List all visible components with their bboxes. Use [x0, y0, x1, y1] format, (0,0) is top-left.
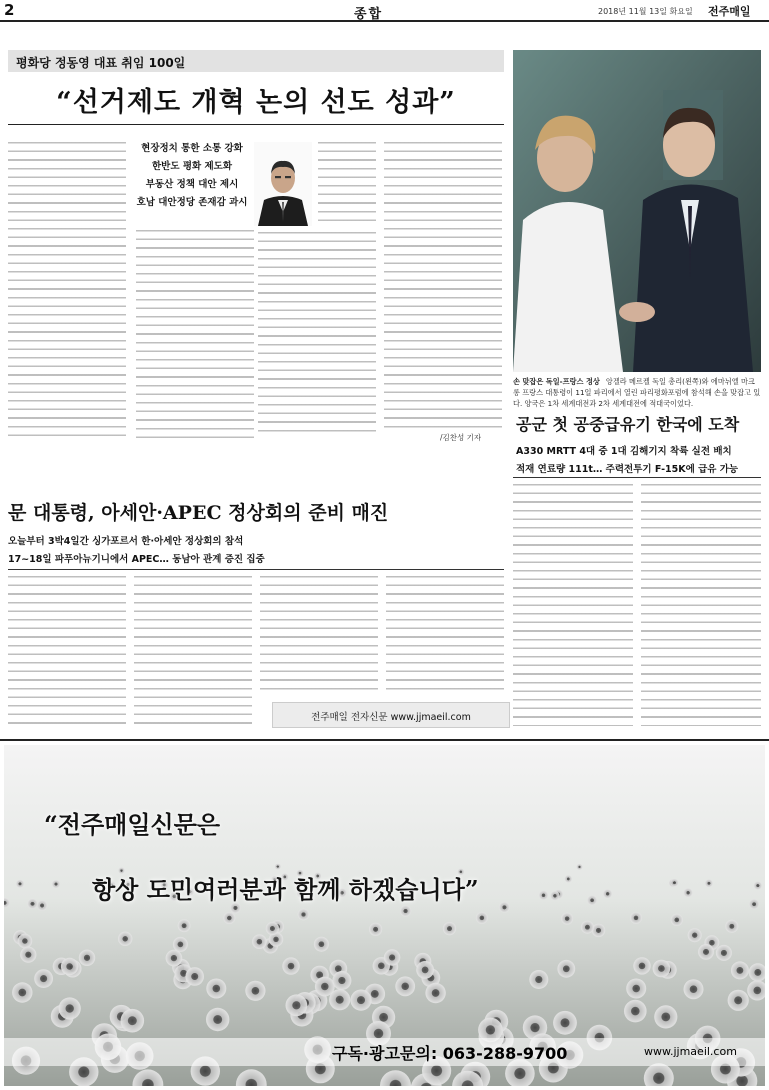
sunflower — [369, 923, 382, 936]
sunflower — [332, 971, 351, 990]
e-newspaper-label: 전주매일 전자신문 www.jjmaeil.com — [311, 712, 471, 723]
issue-date: 2018년 11월 13일 화요일 — [598, 7, 693, 16]
article-subhead: 오늘부터 3박4일간 싱가포르서 한·아세안 정상회의 참석 — [8, 536, 244, 547]
sunflower — [654, 1005, 677, 1028]
article-body-column — [8, 142, 126, 438]
sunflower — [553, 1011, 577, 1035]
sunflower — [185, 967, 204, 986]
sunflower — [18, 934, 33, 949]
sunflower — [728, 990, 749, 1011]
sunflower — [688, 928, 702, 942]
ad-contact: 구독·광고문의: 063-288-9700 — [332, 1044, 568, 1063]
advertisement — [4, 745, 765, 1086]
sunflower — [684, 888, 693, 897]
sunflower — [576, 864, 582, 870]
sunflower — [314, 937, 329, 952]
sunflower — [550, 891, 559, 900]
sunflower — [705, 879, 713, 887]
article-subhead: 17~18일 파푸아뉴기니에서 APEC… 동남아 관계 증진 집중 — [8, 554, 265, 565]
sunflower — [266, 922, 279, 935]
sunflower — [27, 899, 37, 909]
sunflower — [395, 976, 415, 996]
sunflower — [476, 912, 488, 924]
sunflower — [557, 960, 575, 978]
sunflower — [37, 900, 48, 911]
article-kicker-bar — [8, 50, 504, 72]
newspaper-name: 전주매일 — [708, 5, 751, 18]
sunflower — [166, 950, 183, 967]
sunflower — [173, 937, 188, 952]
page-header — [0, 0, 769, 22]
ad-slogan-line2: 항상 도민여러분과 함께 하겠습니다” — [92, 875, 479, 904]
sunflower — [603, 889, 612, 898]
article-body-column — [386, 576, 504, 694]
article-body-column — [8, 576, 126, 726]
sunflower — [79, 950, 95, 966]
sunflower — [121, 1009, 145, 1033]
article-body-column — [641, 484, 761, 726]
portrait-photo — [254, 142, 312, 226]
sunflower — [52, 880, 60, 888]
sunflower — [443, 922, 456, 935]
sunflower — [565, 875, 573, 883]
sunflower — [587, 895, 597, 905]
divider-line — [513, 477, 761, 478]
sunflower — [624, 1000, 647, 1023]
sunflower — [286, 994, 308, 1016]
e-newspaper-banner[interactable] — [272, 702, 510, 728]
subhead-line: 부동산 정책 대안 제시 — [145, 179, 239, 190]
sunflower — [425, 983, 445, 1003]
photo-caption — [513, 376, 761, 409]
sunflower — [223, 912, 235, 924]
sunflower — [34, 969, 53, 988]
sunflower — [206, 1008, 229, 1031]
divider-line — [8, 569, 504, 570]
sunflower — [16, 880, 24, 888]
sunflower — [282, 957, 299, 974]
sunflower — [20, 947, 36, 963]
article-subhead: A330 MRTT 4대 중 1대 김해기지 착륙 실전 배치 — [516, 446, 732, 457]
subhead-line: 현장정치 통한 소통 강화 — [141, 143, 243, 154]
sunflower — [754, 881, 762, 889]
sunflower — [315, 977, 335, 997]
photo-caption-text: 앙겔라 메르켈 독일 총리(왼쪽)와 에마뉘엘 마크롱 프랑스 대통령이 11일 파리에서 열린 파리평화포럼에 참석해 손을 맞잡고 있다. 양국은 1차 세계대전과 2차 세계대전에 적대국이었다. — [513, 377, 761, 408]
sunflower — [716, 945, 732, 961]
article-body-column — [136, 230, 254, 438]
news-photo — [513, 50, 761, 372]
sunflower — [731, 961, 749, 979]
article-subhead: 적재 연료량 111t… 주력전투기 F-15K에 급유 가능 — [516, 464, 739, 475]
article-kicker: 평화당 정동영 대표 취임 100일 — [16, 56, 186, 70]
sunflower — [684, 979, 704, 999]
article-body-column — [513, 484, 633, 726]
sunflower — [671, 914, 683, 926]
sunflower — [416, 961, 434, 979]
sunflower — [12, 982, 32, 1002]
section-title: 종합 — [354, 7, 384, 22]
sunflower — [539, 891, 548, 900]
article-body-column — [260, 576, 378, 694]
sunflower — [61, 958, 78, 975]
sunflower — [529, 970, 548, 989]
sunflower — [350, 990, 371, 1011]
subhead-line: 호남 대안정당 존재감 과시 — [136, 197, 248, 208]
article-headline: “선거제도 개혁 논의 선도 성과” — [56, 87, 456, 118]
divider-line — [8, 124, 504, 125]
ad-divider — [0, 739, 769, 741]
ad-slogan-line1: “전주매일신문은 — [44, 810, 221, 839]
sunflower — [633, 957, 650, 974]
subhead-line: 한반도 평화 제도화 — [151, 161, 233, 172]
sunflower — [178, 919, 191, 932]
sunflower — [59, 997, 81, 1019]
sunflower — [275, 864, 281, 870]
sunflower — [698, 944, 714, 960]
article-body-column — [318, 142, 376, 224]
page-number: 2 — [4, 1, 15, 19]
sunflower — [749, 899, 759, 909]
sunflower — [725, 920, 738, 933]
sunflower — [499, 902, 510, 913]
sunflower — [384, 949, 400, 965]
photo-caption-title: 손 맞잡은 독일-프랑스 정상 — [513, 377, 600, 386]
sunflower — [118, 932, 132, 946]
sunflower — [400, 905, 411, 916]
sunflower — [626, 979, 646, 999]
article-body-column — [134, 576, 252, 726]
sunflower — [630, 912, 642, 924]
sunflower — [245, 981, 265, 1001]
sunflower — [592, 924, 605, 937]
sunflower — [298, 909, 310, 921]
sunflower — [671, 879, 679, 887]
article-headline: 문 대통령, 아세안·APEC 정상회의 준비 매진 — [8, 502, 389, 524]
article-body-column — [384, 142, 502, 428]
sunflower — [206, 979, 226, 999]
sunflower — [561, 913, 573, 925]
article-body-column — [258, 232, 376, 438]
sunflower — [581, 921, 594, 934]
article-subheads — [136, 140, 248, 220]
ad-url[interactable]: www.jjmaeil.com — [644, 1045, 737, 1058]
byline: /김찬성 기자 — [440, 433, 482, 442]
sunflower — [252, 934, 267, 949]
sunflower — [653, 960, 671, 978]
article-headline: 공군 첫 공중급유기 한국에 도착 — [516, 415, 740, 434]
